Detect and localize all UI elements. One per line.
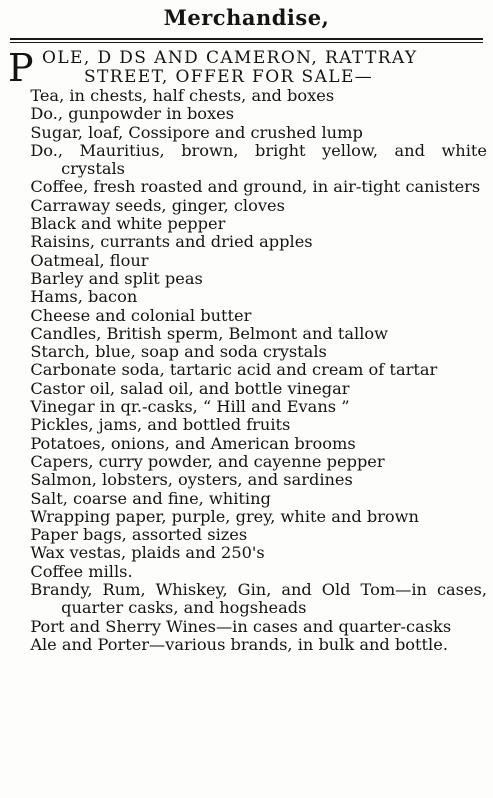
goods-list-item bbox=[6, 124, 487, 142]
goods-list-item bbox=[6, 636, 487, 654]
goods-item-text: Brandy, Rum, Whiskey, Gin, and Old Tom—in cases, quarter casks, and hogsheads bbox=[30, 580, 487, 618]
goods-item-text: Hams, bacon bbox=[30, 287, 138, 307]
goods-list-item bbox=[6, 526, 487, 544]
goods-item-text: Wax vestas, plaids and 250's bbox=[30, 543, 265, 563]
goods-item-text: Oatmeal, flour bbox=[30, 250, 149, 270]
goods-list-item bbox=[6, 252, 487, 270]
drop-cap: P bbox=[8, 46, 34, 90]
goods-list-item bbox=[6, 270, 487, 288]
goods-list-item bbox=[6, 435, 487, 453]
goods-list-item bbox=[6, 544, 487, 562]
goods-list-item bbox=[6, 105, 487, 123]
goods-item-text: Pickles, jams, and bottled fruits bbox=[30, 415, 291, 435]
goods-item-text: Starch, blue, soap and soda crystals bbox=[30, 342, 327, 362]
goods-list-item bbox=[6, 361, 487, 379]
goods-item-text: Wrapping paper, purple, grey, white and brown bbox=[30, 506, 419, 526]
goods-item-text: Coffee, fresh roasted and ground, in air-tight canisters bbox=[30, 177, 481, 197]
goods-list-item bbox=[6, 197, 487, 215]
goods-item-text: Vinegar in qr.-casks, “ Hill and Evans ” bbox=[30, 397, 350, 417]
goods-list-item bbox=[6, 215, 487, 233]
goods-list-item bbox=[6, 380, 487, 398]
goods-item-text: Cheese and colonial butter bbox=[30, 305, 252, 325]
goods-item-text: Salt, coarse and fine, whiting bbox=[30, 488, 271, 508]
advertiser-line: OLE, D DS AND CAMERON, RATTRAY bbox=[42, 48, 418, 68]
goods-item-text: Candles, British sperm, Belmont and tallow bbox=[30, 323, 389, 343]
goods-item-text: Carbonate soda, tartaric acid and cream of tartar bbox=[30, 360, 438, 380]
goods-item-text: Port and Sherry Wines—in cases and quarter-casks bbox=[30, 616, 452, 636]
goods-item-text: Raisins, currants and dried apples bbox=[30, 232, 313, 252]
goods-item-text: Ale and Porter—various brands, in bulk and bottle. bbox=[30, 634, 448, 654]
goods-list-item bbox=[6, 178, 487, 196]
goods-item-text: Black and white pepper bbox=[30, 214, 226, 234]
goods-list-item bbox=[6, 453, 487, 471]
address-line: STREET, OFFER FOR SALE— bbox=[84, 67, 374, 87]
advert-intro bbox=[6, 46, 487, 90]
goods-list-item bbox=[6, 416, 487, 434]
goods-list-item bbox=[6, 288, 487, 306]
goods-item-text: Sugar, loaf, Cossipore and crushed lump bbox=[30, 122, 363, 142]
section-heading: Merchandise, bbox=[163, 5, 330, 30]
goods-item-text: Tea, in chests, half chests, and boxes bbox=[30, 86, 335, 105]
goods-list-item bbox=[6, 563, 487, 581]
goods-list-item bbox=[6, 87, 487, 105]
goods-list-item bbox=[6, 471, 487, 489]
goods-list-item bbox=[6, 508, 487, 526]
goods-list-item bbox=[6, 233, 487, 251]
goods-item-text: Carraway seeds, ginger, cloves bbox=[30, 195, 285, 215]
goods-list-item bbox=[6, 343, 487, 361]
goods-item-text: Capers, curry powder, and cayenne pepper bbox=[30, 451, 385, 471]
goods-item-text: Do., Mauritius, brown, bright yellow, and white crystals bbox=[30, 140, 487, 179]
goods-list bbox=[6, 87, 487, 654]
goods-item-text: Barley and split peas bbox=[30, 268, 203, 288]
goods-item-text: Castor oil, salad oil, and bottle vinegar bbox=[30, 378, 350, 398]
goods-list-item bbox=[6, 142, 487, 179]
goods-list-item bbox=[6, 307, 487, 325]
goods-item-text: Coffee mills. bbox=[30, 561, 133, 581]
heading-rule-thin bbox=[10, 42, 483, 43]
heading-rule bbox=[10, 38, 483, 40]
goods-list-item bbox=[6, 398, 487, 416]
goods-item-text: Potatoes, onions, and American brooms bbox=[30, 433, 356, 453]
goods-item-text: Do., gunpowder in boxes bbox=[30, 104, 235, 124]
goods-list-item bbox=[6, 325, 487, 343]
goods-item-text: Paper bags, assorted sizes bbox=[30, 525, 248, 545]
goods-list-item bbox=[6, 490, 487, 508]
goods-list-item bbox=[6, 581, 487, 618]
goods-list-item bbox=[6, 618, 487, 636]
goods-item-text: Salmon, lobsters, oysters, and sardines bbox=[30, 470, 353, 490]
